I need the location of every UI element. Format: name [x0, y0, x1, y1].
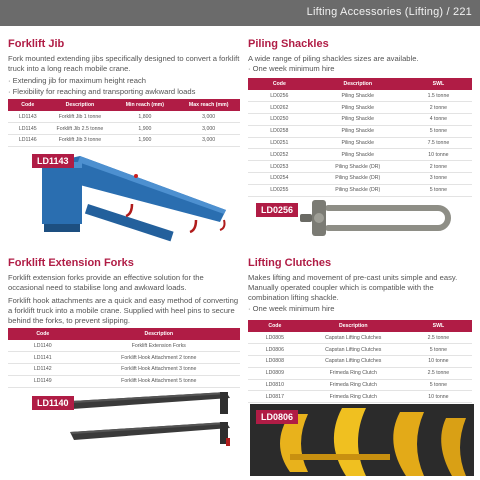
table-header: Code — [248, 320, 302, 332]
table-row — [248, 125, 472, 137]
table-header: Description — [78, 328, 240, 340]
table-row — [248, 90, 472, 102]
table-cell: Capstan Lifting Clutches — [302, 356, 405, 368]
table-cell: 1,900 — [112, 123, 177, 135]
section-lifting-clutches — [248, 257, 472, 315]
table-header: Description — [302, 320, 405, 332]
table-row — [248, 391, 472, 403]
table-cell: 3,000 — [177, 123, 240, 135]
table-row — [248, 379, 472, 391]
table-cell: LD0254 — [248, 173, 311, 185]
table-cell: LD0256 — [248, 90, 311, 102]
table-cell: Piling Shackle — [311, 137, 405, 149]
table-cell: LD0250 — [248, 114, 311, 126]
clutches-table — [248, 320, 472, 403]
table-cell: Forklift Hook Attachment 2 tonne — [78, 352, 240, 364]
table-row — [8, 352, 240, 364]
tag-ld0806: LD0806 — [256, 410, 298, 424]
tag-ld1143: LD1143 — [32, 154, 74, 168]
table-row — [8, 135, 240, 147]
table-cell: Frimeda Ring Clutch — [302, 391, 405, 403]
table-cell: LD0810 — [248, 379, 302, 391]
heading-forklift-jib: Forklift Jib — [8, 38, 65, 50]
table-cell: 5 tonne — [405, 125, 472, 137]
table-cell: 2.5 tonne — [405, 367, 472, 379]
table-cell: 2.5 tonne — [405, 332, 472, 344]
section-extension-forks — [8, 257, 240, 326]
clutches-bullet: · One week minimum hire — [248, 304, 335, 313]
table-cell: LD1143 — [8, 111, 47, 123]
table-header: Code — [248, 78, 311, 90]
table-cell: Piling Shackle — [311, 90, 405, 102]
table-cell: 10 tonne — [405, 356, 472, 368]
table-row — [248, 137, 472, 149]
table-cell: LD1145 — [8, 123, 47, 135]
forks-paragraph-2: Forklift hook attachments are a quick and easy method of converting a forklift truck into a mobile crane. Supplied with heel pins to secure behind the forks, to prevent slipping. — [8, 296, 239, 325]
table-row — [248, 367, 472, 379]
table-cell: Piling Shackle — [311, 102, 405, 114]
table-cell: 3,000 — [177, 111, 240, 123]
table-row — [248, 173, 472, 185]
heading-extension-forks: Forklift Extension Forks — [8, 257, 134, 269]
table-cell: Frimeda Ring Clutch — [302, 367, 405, 379]
forks-paragraph-1: Forklift extension forks provide an effective solution for the occasional need to stabilise long and awkward loads. — [8, 273, 204, 292]
table-cell: LD0253 — [248, 161, 311, 173]
table-cell: LD0251 — [248, 137, 311, 149]
table-cell: Piling Shackle — [311, 125, 405, 137]
table-cell: LD0262 — [248, 102, 311, 114]
table-cell: Forklift Hook Attachment 5 tonne — [78, 375, 240, 387]
shackles-intro: A wide range of piling shackles sizes are available. — [248, 54, 419, 63]
table-cell: LD1141 — [8, 352, 78, 364]
table-row — [248, 356, 472, 368]
table-row — [8, 364, 240, 376]
table-cell: LD1146 — [8, 135, 47, 147]
table-cell: LD0805 — [248, 332, 302, 344]
table-cell: Piling Shackle (DR) — [311, 173, 405, 185]
table-cell: LD0258 — [248, 125, 311, 137]
table-row — [8, 375, 240, 387]
table-cell: LD0255 — [248, 184, 311, 196]
table-cell: Piling Shackle (DR) — [311, 161, 405, 173]
table-cell: LD1140 — [8, 340, 78, 352]
table-cell: Forklift Extension Forks — [78, 340, 240, 352]
forks-table — [8, 328, 240, 388]
table-cell: LD0808 — [248, 356, 302, 368]
piling-shackle-image — [298, 198, 470, 238]
table-cell: Forklift Jib 2.5 tonne — [47, 123, 112, 135]
tag-ld0256: LD0256 — [256, 203, 298, 217]
table-header: Min reach (mm) — [112, 99, 177, 111]
table-cell: Piling Shackle — [311, 114, 405, 126]
table-header: SWL — [405, 320, 472, 332]
table-row — [248, 184, 472, 196]
table-header: Max reach (mm) — [177, 99, 240, 111]
section-piling-shackles — [248, 38, 472, 75]
table-cell: LD0817 — [248, 391, 302, 403]
table-cell: 5 tonne — [405, 184, 472, 196]
table-cell: 3 tonne — [405, 173, 472, 185]
jib-intro: Fork mounted extending jibs specifically designed to convert a forklift truck into a long reach mobile crane. — [8, 54, 240, 73]
table-cell: Forklift Jib 3 tonne — [47, 135, 112, 147]
table-cell: 2 tonne — [405, 161, 472, 173]
page-header — [0, 0, 480, 26]
shackles-bullet: · One week minimum hire — [248, 64, 335, 73]
table-cell: 10 tonne — [405, 391, 472, 403]
table-cell: LD0809 — [248, 367, 302, 379]
table-cell: Capstan Lifting Clutches — [302, 344, 405, 356]
extension-forks-image — [50, 388, 236, 450]
page-title: Lifting Accessories (Lifting) / 221 — [306, 6, 472, 18]
section-forklift-jib — [8, 38, 240, 97]
table-header: Description — [311, 78, 405, 90]
table-cell: 10 tonne — [405, 149, 472, 161]
table-header: Code — [8, 99, 47, 111]
jib-bullet: · Flexibility for reaching and transporting awkward loads — [8, 86, 196, 96]
heading-piling-shackles: Piling Shackles — [248, 38, 329, 50]
table-row — [248, 114, 472, 126]
table-cell: 2 tonne — [405, 102, 472, 114]
table-cell: 3,000 — [177, 135, 240, 147]
table-cell: 7.5 tonne — [405, 137, 472, 149]
table-cell: 1.5 tonne — [405, 90, 472, 102]
table-header: Code — [8, 328, 78, 340]
table-cell: 5 tonne — [405, 379, 472, 391]
table-row — [8, 111, 240, 123]
table-row — [248, 102, 472, 114]
heading-lifting-clutches: Lifting Clutches — [248, 257, 332, 269]
table-row — [248, 344, 472, 356]
table-cell: LD0806 — [248, 344, 302, 356]
table-cell: Capstan Lifting Clutches — [302, 332, 405, 344]
table-row — [8, 340, 240, 352]
table-cell: LD0252 — [248, 149, 311, 161]
table-row — [248, 149, 472, 161]
table-row — [248, 161, 472, 173]
clutches-intro: Makes lifting and movement of pre-cast units simple and easy. Manually operated coupler which is compatible with the combination lifting shackle. — [248, 273, 458, 302]
table-cell: 4 tonne — [405, 114, 472, 126]
table-header: Description — [47, 99, 112, 111]
table-cell: LD1149 — [8, 375, 78, 387]
table-cell: 1,900 — [112, 135, 177, 147]
table-cell: Frimeda Ring Clutch — [302, 379, 405, 391]
table-row — [248, 332, 472, 344]
table-cell: Piling Shackle — [311, 149, 405, 161]
table-cell: 5 tonne — [405, 344, 472, 356]
table-row — [8, 123, 240, 135]
table-cell: Piling Shackle (DR) — [311, 184, 405, 196]
table-cell: Forklift Hook Attachment 3 tonne — [78, 364, 240, 376]
table-cell: Forklift Jib 1 tonne — [47, 111, 112, 123]
shackles-table — [248, 78, 472, 197]
table-cell: 1,800 — [112, 111, 177, 123]
jib-bullet: · Extending jib for maximum height reach — [8, 76, 147, 85]
tag-ld1140: LD1140 — [32, 396, 74, 410]
table-header: SWL — [405, 78, 472, 90]
jib-table — [8, 99, 240, 147]
table-cell: LD1142 — [8, 364, 78, 376]
